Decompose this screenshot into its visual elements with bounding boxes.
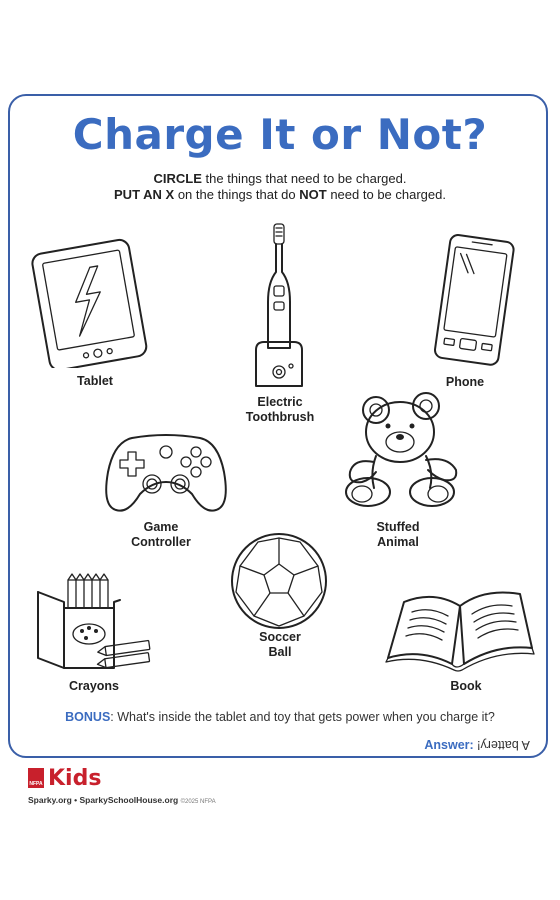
book-icon	[384, 586, 536, 672]
game-controller-icon	[100, 432, 232, 516]
stuffed-animal-icon	[340, 392, 466, 510]
upside-down-answer: A battery!	[477, 738, 530, 752]
stuffed-animal-label: Stuffed Animal	[376, 520, 420, 549]
page-title: Charge It or Not?	[72, 110, 488, 159]
electric-toothbrush-label: Electric Toothbrush	[245, 395, 315, 424]
footer-sites: Sparky.org • SparkySchoolHouse.org ©2025 NFPA	[28, 795, 216, 805]
nfpa-logo-icon: NFPA	[28, 768, 44, 788]
game-controller-label: Game Controller	[131, 520, 191, 549]
instruction-x: PUT AN X on the things that do NOT need to be charged.	[114, 187, 446, 202]
instruction-circle: CIRCLE the things that need to be charged.	[153, 171, 407, 186]
brand-logo: NFPA Kids	[29, 766, 102, 791]
crayons-label: Crayons	[68, 679, 120, 693]
phone-label: Phone	[445, 375, 485, 389]
bonus-question: BONUS: What's inside the tablet and toy that gets power when you charge it?	[65, 710, 495, 724]
answer-line: Answer: A battery!	[424, 738, 530, 752]
tablet-icon	[24, 238, 154, 368]
crayons-icon	[34, 572, 158, 676]
soccer-ball-label: Soccer Ball	[259, 630, 301, 659]
tablet-label: Tablet	[77, 374, 113, 388]
phone-icon	[420, 234, 530, 370]
electric-toothbrush-icon	[246, 222, 316, 392]
soccer-ball-icon	[228, 530, 330, 632]
book-label: Book	[450, 679, 482, 693]
footer	[28, 766, 216, 805]
